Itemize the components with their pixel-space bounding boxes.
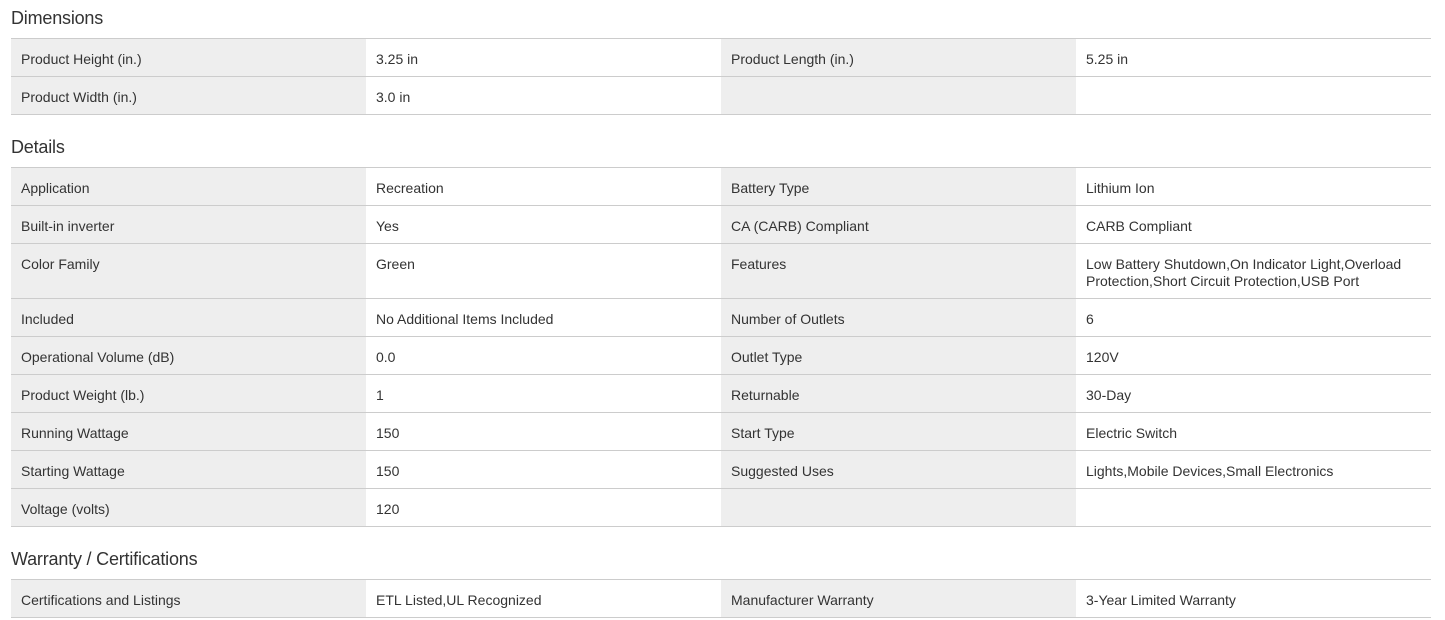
spec-label: Returnable	[721, 375, 1076, 412]
spec-label: Battery Type	[721, 168, 1076, 205]
spec-label: Voltage (volts)	[11, 489, 366, 526]
spec-value: Lights,Mobile Devices,Small Electronics	[1076, 451, 1431, 488]
section-title-warranty: Warranty / Certifications	[11, 549, 198, 569]
spec-value: ETL Listed,UL Recognized	[366, 580, 721, 617]
section-title-details: Details	[11, 137, 65, 157]
spec-value: 5.25 in	[1076, 39, 1431, 76]
spec-value: 150	[366, 451, 721, 488]
table-row	[11, 299, 1431, 337]
spec-label: Operational Volume (dB)	[11, 337, 366, 374]
section-title-dimensions: Dimensions	[11, 8, 104, 28]
spec-label: Product Height (in.)	[11, 39, 366, 76]
spec-label: Number of Outlets	[721, 299, 1076, 336]
spec-label: Built-in inverter	[11, 206, 366, 243]
spec-label: CA (CARB) Compliant	[721, 206, 1076, 243]
table-row	[11, 375, 1431, 413]
table-row	[11, 206, 1431, 244]
table-row	[11, 489, 1431, 527]
table-row	[11, 39, 1431, 77]
table-row	[11, 168, 1431, 206]
warranty-table	[11, 579, 1431, 618]
spec-label-empty	[721, 77, 1076, 114]
spec-value: Yes	[366, 206, 721, 243]
spec-label: Certifications and Listings	[11, 580, 366, 617]
spec-value: 6	[1076, 299, 1431, 336]
table-row	[11, 337, 1431, 375]
table-row	[11, 413, 1431, 451]
spec-value: 120V	[1076, 337, 1431, 374]
spec-label-empty	[721, 489, 1076, 526]
spec-label: Starting Wattage	[11, 451, 366, 488]
spec-label: Product Length (in.)	[721, 39, 1076, 76]
spec-label: Start Type	[721, 413, 1076, 450]
spec-label: Application	[11, 168, 366, 205]
spec-value: Electric Switch	[1076, 413, 1431, 450]
table-row	[11, 451, 1431, 489]
spec-value: 3-Year Limited Warranty	[1076, 580, 1431, 617]
spec-value-empty	[1076, 489, 1431, 526]
details-table	[11, 167, 1431, 527]
spec-label: Product Weight (lb.)	[11, 375, 366, 412]
spec-value: Green	[366, 244, 721, 298]
spec-value: 30-Day	[1076, 375, 1431, 412]
spec-label: Included	[11, 299, 366, 336]
spec-value: CARB Compliant	[1076, 206, 1431, 243]
spec-value: Low Battery Shutdown,On Indicator Light,Overload Protection,Short Circuit Protection,USB Port	[1076, 244, 1431, 298]
spec-value: 3.25 in	[366, 39, 721, 76]
spec-value: 1	[366, 375, 721, 412]
spec-value: Lithium Ion	[1076, 168, 1431, 205]
spec-label: Suggested Uses	[721, 451, 1076, 488]
spec-label: Features	[721, 244, 1076, 298]
spec-value: 120	[366, 489, 721, 526]
spec-value: Recreation	[366, 168, 721, 205]
spec-value: No Additional Items Included	[366, 299, 721, 336]
spec-value: 3.0 in	[366, 77, 721, 114]
table-row	[11, 77, 1431, 115]
spec-value: 150	[366, 413, 721, 450]
table-row	[11, 244, 1431, 299]
dimensions-table	[11, 38, 1431, 115]
spec-value-empty	[1076, 77, 1431, 114]
table-row	[11, 580, 1431, 618]
spec-label: Running Wattage	[11, 413, 366, 450]
spec-value: 0.0	[366, 337, 721, 374]
spec-label: Color Family	[11, 244, 366, 298]
spec-label: Manufacturer Warranty	[721, 580, 1076, 617]
spec-label: Outlet Type	[721, 337, 1076, 374]
spec-label: Product Width (in.)	[11, 77, 366, 114]
